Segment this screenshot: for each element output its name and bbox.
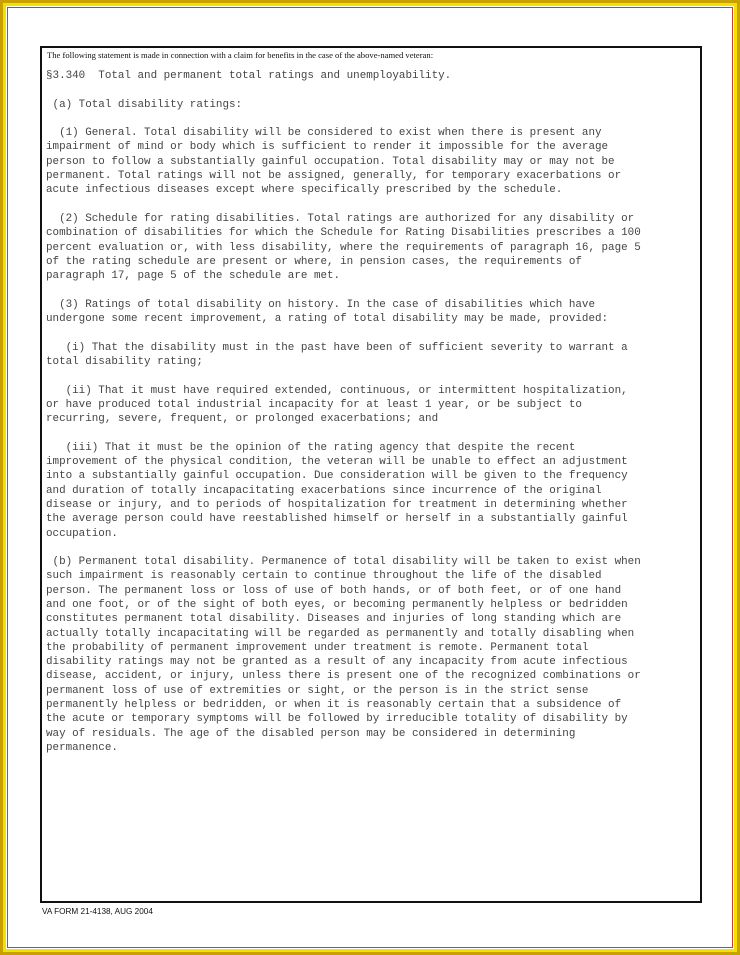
statement-line: (2) Schedule for rating disabilities. Total ratings are authorized for any disability or bbox=[46, 212, 635, 225]
statement-line: such impairment is reasonably certain to continue throughout the life of the disabled bbox=[46, 570, 602, 583]
statement-line: of the rating schedule are present or where, in pension cases, the requirements of bbox=[46, 255, 582, 268]
statement-line: permanently helpless or bedridden, or when it is reasonably certain that a subsidence of bbox=[46, 699, 622, 712]
statement-box bbox=[40, 46, 702, 903]
statement-line: recurring, severe, frequent, or prolonged exacerbations; and bbox=[46, 413, 439, 426]
statement-line: (ii) That it must have required extended, continuous, or intermittent hospitalization, bbox=[46, 384, 628, 397]
statement-line: and duration of totally incapacitating exacerbations since incurrence of the original bbox=[46, 484, 602, 497]
form-footer: VA FORM 21-4138, AUG 2004 bbox=[42, 907, 153, 916]
statement-line: disease or injury, and to periods of hospitalization for treatment in determining whether bbox=[46, 498, 628, 511]
statement-line: the probability of permanent improvement under treatment is remote. Permanent total bbox=[46, 641, 589, 654]
statement-line: and one foot, or of the sight of both eyes, or becoming permanently helpless or bedridden bbox=[46, 598, 628, 611]
statement-line: person. The permanent loss or loss of use of both hands, or of both feet, or of one hand bbox=[46, 584, 622, 597]
statement-line: (iii) That it must be the opinion of the rating agency that despite the recent bbox=[46, 441, 576, 454]
statement-line: percent evaluation or, with less disability, where the requirements of paragraph 16, page 5 bbox=[46, 241, 641, 254]
statement-line: improvement of the physical condition, the veteran will be unable to effect an adjustment bbox=[46, 456, 628, 469]
statement-line: disability ratings may not be granted as a result of any incapacity from acute infectious bbox=[46, 656, 628, 669]
statement-line: §3.340 Total and permanent total ratings and unemployability. bbox=[46, 70, 452, 82]
statement-line: way of residuals. The age of the disabled person may be considered in determining bbox=[46, 727, 576, 740]
statement-line: occupation. bbox=[46, 527, 118, 540]
statement-intro: The following statement is made in connection with a claim for benefits in the case of the above-named veteran: bbox=[47, 50, 434, 60]
statement-line: (a) Total disability ratings: bbox=[46, 98, 243, 111]
statement-line: the acute or temporary symptoms will be followed by irreducible totality of disability by bbox=[46, 713, 628, 726]
statement-line: combination of disabilities for which the Schedule for Rating Disabilities prescribes a 100 bbox=[46, 227, 641, 240]
statement-line: actually totally incapacitating will be regarded as permanently and totally disabling when bbox=[46, 627, 635, 640]
statement-line: permanence. bbox=[46, 741, 118, 754]
statement-line: acute infectious diseases except where specifically prescribed by the schedule. bbox=[46, 184, 563, 197]
statement-line: (i) That the disability must in the past have been of sufficient severity to warrant a bbox=[46, 341, 628, 354]
statement-line: disease, accident, or injury, unless there is present one of the recognized combinations or bbox=[46, 670, 641, 683]
statement-line: (b) Permanent total disability. Permanence of total disability will be taken to exist when bbox=[46, 556, 641, 569]
statement-line: (1) General. Total disability will be considered to exist when there is present any bbox=[46, 127, 602, 140]
statement-line: undergone some recent improvement, a rating of total disability may be made, provided: bbox=[46, 313, 609, 326]
statement-line: paragraph 17, page 5 of the schedule are met. bbox=[46, 270, 341, 283]
statement-line: person to follow a substantially gainful occupation. Total disability may or may not be bbox=[46, 155, 615, 168]
statement-line: into a substantially gainful occupation. Due consideration will be given to the frequency bbox=[46, 470, 628, 483]
statement-line: (3) Ratings of total disability on history. In the case of disabilities which have bbox=[46, 298, 595, 311]
statement-line: constitutes permanent total disability. Diseases and injuries of long standing which are bbox=[46, 613, 622, 626]
statement-line: total disability rating; bbox=[46, 355, 203, 368]
statement-line: permanent loss of use of extremities or sight, or the person is in the strict sense bbox=[46, 684, 589, 697]
statement-line: permanent. Total ratings will not be assigned, generally, for temporary exacerbations or bbox=[46, 170, 622, 183]
statement-line: the average person could have reestablished himself or herself in a substantially gainful bbox=[46, 513, 628, 526]
statement-line: or have produced total industrial incapacity for at least 1 year, or be subject to bbox=[46, 398, 582, 411]
statement-line: impairment of mind or body which is sufficient to render it impossible for the average bbox=[46, 141, 609, 154]
statement-text[interactable] bbox=[46, 69, 698, 755]
